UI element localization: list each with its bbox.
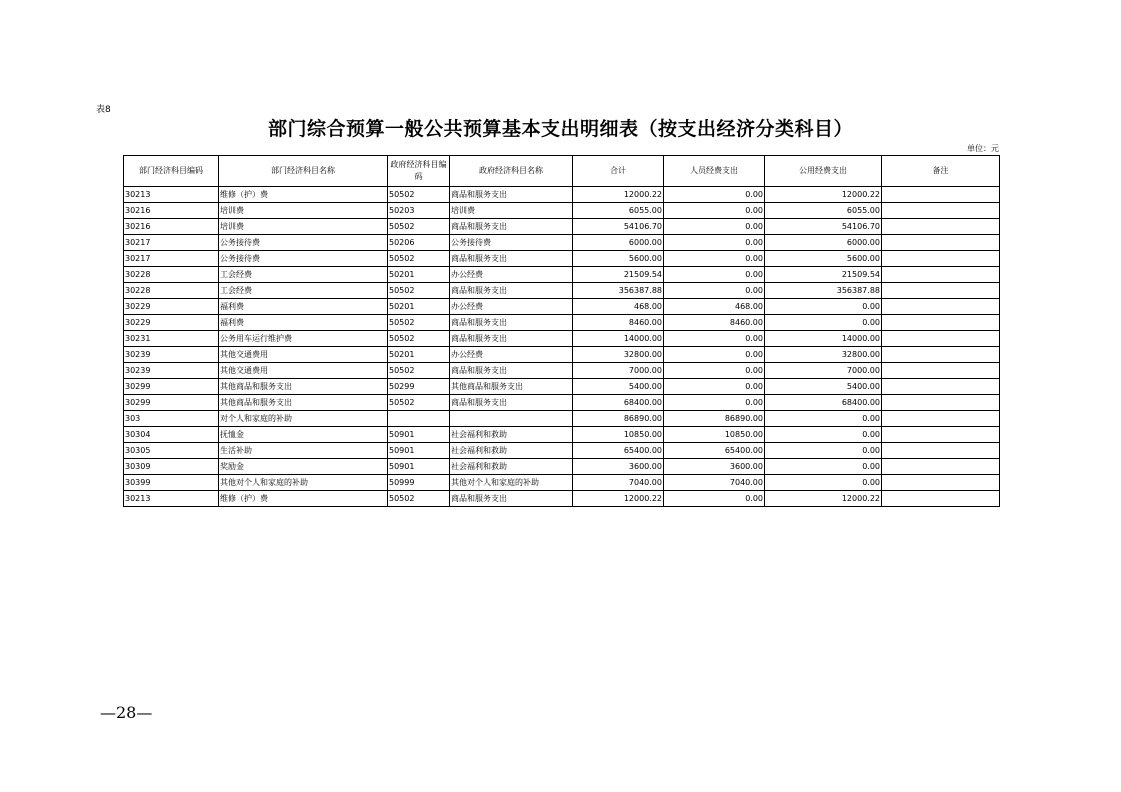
dept-code-cell: 30304 [124,427,219,443]
public-cell: 0.00 [765,443,882,459]
table-number-label: 表8 [96,105,111,115]
gov-code-cell: 50201 [388,299,450,315]
public-cell: 6055.00 [765,203,882,219]
dept-code-cell: 30217 [124,251,219,267]
dept-name-cell: 公务接待费 [219,235,388,251]
gov-code-cell: 50502 [388,219,450,235]
dept-code-cell: 30228 [124,283,219,299]
gov-name-cell: 社会福利和救助 [450,459,573,475]
remark-cell [882,187,1000,203]
public-cell: 21509.54 [765,267,882,283]
public-cell: 0.00 [765,299,882,315]
table-row [124,331,1000,347]
remark-cell [882,251,1000,267]
total-cell: 6000.00 [573,235,664,251]
table-row [124,219,1000,235]
public-cell: 0.00 [765,459,882,475]
table-row [124,315,1000,331]
table-row [124,267,1000,283]
gov-code-cell: 50502 [388,187,450,203]
table-row [124,443,1000,459]
remark-cell [882,443,1000,459]
dept-code-cell: 30228 [124,267,219,283]
table-row [124,251,1000,267]
table-row [124,379,1000,395]
personnel-cell: 0.00 [664,347,765,363]
remark-cell [882,395,1000,411]
public-cell: 12000.22 [765,187,882,203]
dept-code-cell: 30299 [124,379,219,395]
gov-name-cell: 商品和服务支出 [450,251,573,267]
table-row [124,459,1000,475]
dept-code-cell: 30231 [124,331,219,347]
dept-code-cell: 30229 [124,299,219,315]
dept-code-cell: 30299 [124,395,219,411]
public-cell: 0.00 [765,427,882,443]
gov-name-cell: 培训费 [450,203,573,219]
public-cell: 356387.88 [765,283,882,299]
total-cell: 6055.00 [573,203,664,219]
gov-name-cell: 商品和服务支出 [450,219,573,235]
personnel-cell: 0.00 [664,219,765,235]
gov-code-cell: 50502 [388,491,450,507]
public-cell: 32800.00 [765,347,882,363]
public-cell: 0.00 [765,411,882,427]
personnel-cell: 86890.00 [664,411,765,427]
remark-cell [882,331,1000,347]
dept-name-cell: 其他交通费用 [219,347,388,363]
public-cell: 5400.00 [765,379,882,395]
gov-code-cell [388,411,450,427]
dept-code-cell: 30399 [124,475,219,491]
remark-cell [882,347,1000,363]
dept-name-cell: 其他商品和服务支出 [219,379,388,395]
personnel-cell: 0.00 [664,251,765,267]
table-header-row [124,156,1000,187]
total-cell: 5600.00 [573,251,664,267]
unit-label: 单位：元 [967,144,999,153]
gov-code-cell: 50901 [388,427,450,443]
public-cell: 7000.00 [765,363,882,379]
total-cell: 21509.54 [573,267,664,283]
dept-name-cell: 工会经费 [219,283,388,299]
gov-name-cell: 商品和服务支出 [450,491,573,507]
column-header: 公用经费支出 [765,156,882,187]
column-header: 政府经济科目名称 [450,156,573,187]
column-header: 政府经济科目编码 [388,156,450,187]
gov-code-cell: 50999 [388,475,450,491]
personnel-cell: 0.00 [664,203,765,219]
total-cell: 3600.00 [573,459,664,475]
column-header: 部门经济科目名称 [219,156,388,187]
gov-code-cell: 50502 [388,315,450,331]
column-header: 合计 [573,156,664,187]
remark-cell [882,203,1000,219]
personnel-cell: 0.00 [664,395,765,411]
gov-code-cell: 50502 [388,395,450,411]
budget-expenditure-table [123,155,1000,507]
remark-cell [882,379,1000,395]
remark-cell [882,427,1000,443]
public-cell: 0.00 [765,315,882,331]
dept-code-cell: 30213 [124,491,219,507]
gov-name-cell: 办公经费 [450,299,573,315]
personnel-cell: 10850.00 [664,427,765,443]
table-row [124,347,1000,363]
dept-name-cell: 培训费 [219,203,388,219]
remark-cell [882,235,1000,251]
personnel-cell: 0.00 [664,235,765,251]
gov-code-cell: 50203 [388,203,450,219]
table-row [124,283,1000,299]
dept-name-cell: 福利费 [219,299,388,315]
remark-cell [882,475,1000,491]
column-header: 部门经济科目编码 [124,156,219,187]
gov-code-cell: 50201 [388,267,450,283]
public-cell: 5600.00 [765,251,882,267]
table-row [124,235,1000,251]
gov-code-cell: 50502 [388,363,450,379]
total-cell: 5400.00 [573,379,664,395]
personnel-cell: 0.00 [664,491,765,507]
gov-code-cell: 50502 [388,331,450,347]
personnel-cell: 0.00 [664,363,765,379]
table-row [124,395,1000,411]
remark-cell [882,267,1000,283]
total-cell: 32800.00 [573,347,664,363]
total-cell: 468.00 [573,299,664,315]
gov-name-cell: 其他对个人和家庭的补助 [450,475,573,491]
dept-code-cell: 30309 [124,459,219,475]
gov-name-cell: 商品和服务支出 [450,187,573,203]
table-row [124,475,1000,491]
dept-name-cell: 工会经费 [219,267,388,283]
gov-name-cell: 商品和服务支出 [450,331,573,347]
dept-name-cell: 其他对个人和家庭的补助 [219,475,388,491]
total-cell: 86890.00 [573,411,664,427]
dept-code-cell: 303 [124,411,219,427]
gov-code-cell: 50901 [388,459,450,475]
gov-name-cell: 公务接待费 [450,235,573,251]
document-title: 部门综合预算一般公共预算基本支出明细表（按支出经济分类科目） [267,118,853,140]
total-cell: 12000.22 [573,491,664,507]
remark-cell [882,315,1000,331]
dept-name-cell: 公务用车运行维护费 [219,331,388,347]
column-header: 人员经费支出 [664,156,765,187]
dept-name-cell: 抚恤金 [219,427,388,443]
public-cell: 12000.22 [765,491,882,507]
remark-cell [882,283,1000,299]
total-cell: 356387.88 [573,283,664,299]
gov-name-cell [450,411,573,427]
gov-name-cell: 商品和服务支出 [450,363,573,379]
total-cell: 7040.00 [573,475,664,491]
gov-name-cell: 办公经费 [450,267,573,283]
remark-cell [882,363,1000,379]
gov-name-cell: 社会福利和救助 [450,427,573,443]
total-cell: 14000.00 [573,331,664,347]
dept-code-cell: 30229 [124,315,219,331]
public-cell: 14000.00 [765,331,882,347]
dept-name-cell: 对个人和家庭的补助 [219,411,388,427]
total-cell: 54106.70 [573,219,664,235]
dept-name-cell: 其他交通费用 [219,363,388,379]
public-cell: 0.00 [765,475,882,491]
gov-name-cell: 办公经费 [450,347,573,363]
dept-name-cell: 维修（护）费 [219,491,388,507]
gov-name-cell: 其他商品和服务支出 [450,379,573,395]
total-cell: 7000.00 [573,363,664,379]
page-number: —28— [100,703,153,722]
table-row [124,187,1000,203]
remark-cell [882,411,1000,427]
gov-code-cell: 50901 [388,443,450,459]
dept-code-cell: 30305 [124,443,219,459]
total-cell: 8460.00 [573,315,664,331]
personnel-cell: 0.00 [664,187,765,203]
table-row [124,363,1000,379]
dept-code-cell: 30213 [124,187,219,203]
personnel-cell: 468.00 [664,299,765,315]
table-row [124,299,1000,315]
personnel-cell: 0.00 [664,283,765,299]
public-cell: 54106.70 [765,219,882,235]
table-row [124,427,1000,443]
column-header: 备注 [882,156,1000,187]
gov-name-cell: 商品和服务支出 [450,283,573,299]
dept-code-cell: 30217 [124,235,219,251]
dept-code-cell: 30216 [124,219,219,235]
gov-name-cell: 社会福利和救助 [450,443,573,459]
gov-code-cell: 50299 [388,379,450,395]
gov-code-cell: 50502 [388,251,450,267]
personnel-cell: 8460.00 [664,315,765,331]
public-cell: 68400.00 [765,395,882,411]
remark-cell [882,459,1000,475]
personnel-cell: 65400.00 [664,443,765,459]
dept-name-cell: 福利费 [219,315,388,331]
total-cell: 12000.22 [573,187,664,203]
remark-cell [882,299,1000,315]
gov-code-cell: 50502 [388,283,450,299]
table-row [124,411,1000,427]
dept-code-cell: 30239 [124,363,219,379]
gov-name-cell: 商品和服务支出 [450,315,573,331]
gov-code-cell: 50201 [388,347,450,363]
dept-code-cell: 30239 [124,347,219,363]
dept-name-cell: 公务接待费 [219,251,388,267]
personnel-cell: 3600.00 [664,459,765,475]
gov-name-cell: 商品和服务支出 [450,395,573,411]
dept-name-cell: 生活补助 [219,443,388,459]
personnel-cell: 0.00 [664,379,765,395]
remark-cell [882,219,1000,235]
dept-code-cell: 30216 [124,203,219,219]
total-cell: 68400.00 [573,395,664,411]
remark-cell [882,491,1000,507]
dept-name-cell: 维修（护）费 [219,187,388,203]
table-body [124,187,1000,507]
personnel-cell: 0.00 [664,331,765,347]
personnel-cell: 7040.00 [664,475,765,491]
public-cell: 6000.00 [765,235,882,251]
dept-name-cell: 奖励金 [219,459,388,475]
total-cell: 10850.00 [573,427,664,443]
dept-name-cell: 培训费 [219,219,388,235]
table-row [124,491,1000,507]
dept-name-cell: 其他商品和服务支出 [219,395,388,411]
table-row [124,203,1000,219]
personnel-cell: 0.00 [664,267,765,283]
total-cell: 65400.00 [573,443,664,459]
gov-code-cell: 50206 [388,235,450,251]
